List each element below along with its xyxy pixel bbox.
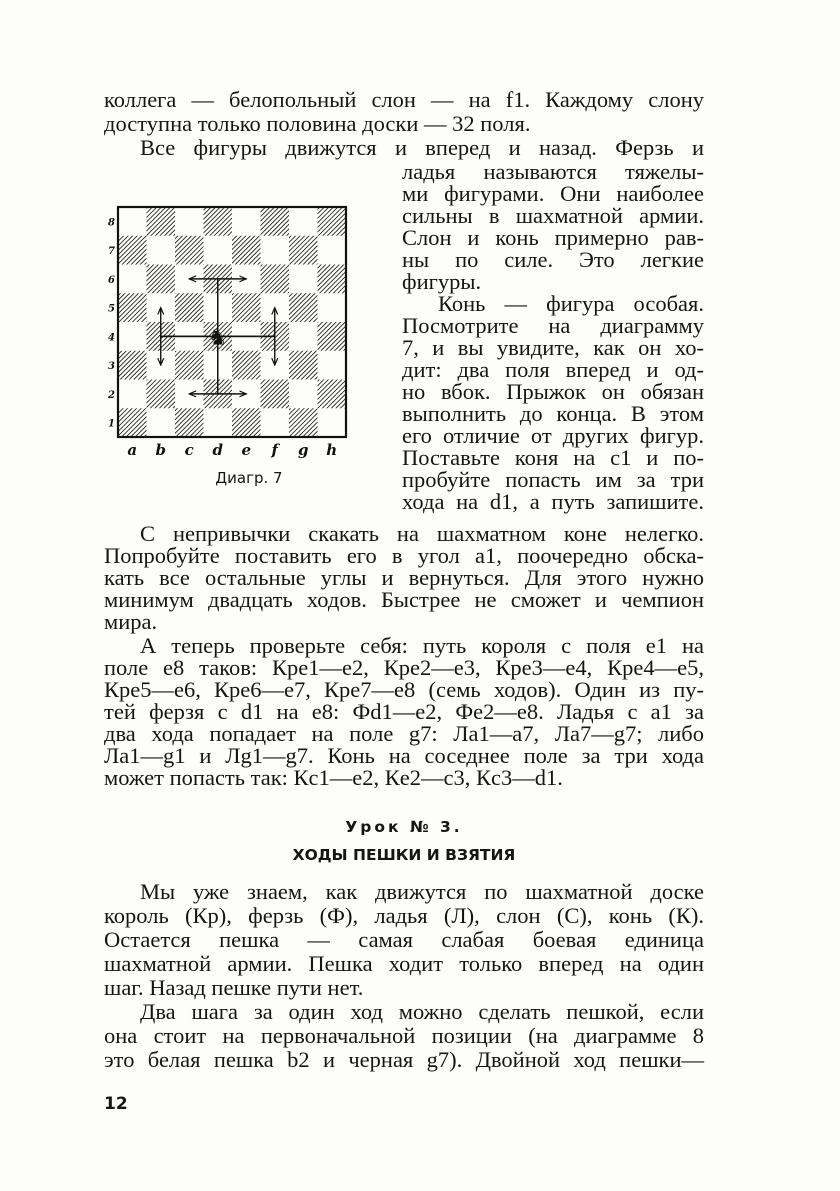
text-line: сильны в шахматной армии.: [402, 203, 704, 228]
dark-square-b8: [147, 207, 176, 236]
text-line: Лa1—g1 и Лg1—g7. Конь на соседнее поле за три хода: [104, 743, 704, 768]
text-line: С непривычки скакать на шахматном коне нелегко.: [140, 521, 704, 546]
file-label: e: [241, 441, 252, 459]
page-number: 12: [104, 1094, 128, 1114]
dark-square-f2: [261, 380, 290, 409]
text-line: ладья называются тяжелы-: [402, 159, 704, 184]
dark-square-c7: [175, 236, 204, 265]
text-line: Конь — фигура особая.: [438, 291, 704, 316]
dark-square-b2: [147, 380, 176, 409]
rank-label: 6: [108, 274, 115, 286]
text-line: Попробуйте поставить его в угол a1, поочередно обска-: [104, 543, 704, 568]
text-line: Посмотрите на диаграмму: [402, 313, 704, 338]
rank-label: 3: [108, 361, 115, 373]
text-line: Слон и конь примерно рав-: [402, 225, 704, 250]
dark-square-c5: [175, 293, 204, 322]
file-label: h: [326, 441, 338, 459]
knight-piece: ♞: [207, 325, 228, 351]
text-line: мира.: [104, 609, 158, 634]
text-line: минимум двадцать ходов. Быстрее не сможет и чемпион: [104, 587, 704, 612]
text-line: хода на d1, а путь запишите.: [402, 489, 704, 514]
text-line: Кpe5—e6, Кpe6—e7, Кpe7—e8 (семь ходов). Один из пу-: [104, 677, 704, 702]
dark-square-a3: [118, 351, 147, 380]
text-line: кать все остальные углы и вернуться. Для этого нужно: [104, 565, 704, 590]
dark-square-c1: [175, 408, 204, 437]
dark-square-c3: [175, 351, 204, 380]
text-line: король (Кр), ферзь (Ф), ладья (Л), слон (С), конь (К).: [104, 903, 704, 928]
file-label: f: [271, 441, 278, 459]
text-line: Поставьте коня на c1 и по-: [402, 445, 704, 470]
dark-square-e5: [232, 293, 261, 322]
text-line: может попасть так: Кc1—e2, Кe2—c3, Кc3—d1.: [104, 765, 563, 790]
text-line: коллега — белопольный слон — на f1. Каждому слону: [104, 87, 704, 112]
text-line: тей ферзя с d1 на e8: Фd1—e2, Фe2—e8. Ладья с a1 за: [104, 699, 704, 724]
dark-square-f8: [261, 207, 290, 236]
dark-square-h8: [318, 207, 347, 236]
rank-label: 2: [108, 389, 115, 401]
chess-diagram: [100, 200, 360, 462]
text-line: это белая пешка b2 и черная g7). Двойной ход пешки—: [104, 1047, 704, 1072]
dark-square-e1: [232, 408, 261, 437]
text-line: доступна только половина доски — 32 поля.: [104, 111, 531, 136]
text-line: ны по силе. Это легкие: [402, 247, 704, 272]
text-line: Мы уже знаем, как движутся по шахматной доске: [140, 879, 704, 904]
rank-label: 7: [108, 246, 115, 258]
dark-square-a5: [118, 293, 147, 322]
board-squares: [118, 207, 346, 437]
text-line: но вбок. Прыжок он обязан: [402, 379, 704, 404]
lesson-title: Урок № 3.: [345, 818, 463, 836]
dark-square-f6: [261, 265, 290, 294]
text-line: шаг. Назад пешке пути нет.: [104, 975, 364, 1000]
dark-square-d8: [204, 207, 233, 236]
dark-square-g1: [289, 408, 318, 437]
text-line: она стоит на первоначальной позиции (на диаграмме 8: [104, 1023, 704, 1048]
rank-labels: [107, 217, 115, 429]
text-line: поле e8 таков: Кpe1—e2, Кpe2—e3, Кpe3—e4, Кpe4—e5,: [104, 655, 704, 680]
rank-label: 5: [108, 303, 115, 315]
file-label: b: [155, 441, 166, 459]
dark-square-h4: [318, 322, 347, 351]
text-line: 7, и вы увидите, как он хо-: [402, 335, 704, 360]
text-line: два хода попадает на поле g7: Лa1—a7, Лa7—g7; либо: [104, 721, 704, 746]
text-line: шахматной армии. Пешка ходит только вперед на один: [104, 951, 704, 976]
text-line: ми фигурами. Они наиболее: [402, 181, 704, 206]
rank-label: 1: [108, 418, 115, 430]
text-line: Остается пешка — самая слабая боевая единица: [104, 927, 704, 952]
rank-label: 8: [108, 217, 115, 229]
text-line: Все фигуры движутся и вперед и назад. Ферзь и: [140, 135, 704, 160]
text-line: выполнить до конца. В этом: [402, 401, 704, 426]
file-label: c: [184, 441, 194, 459]
dark-square-e3: [232, 351, 261, 380]
diagram-caption: Диагр. 7: [215, 469, 283, 487]
text-line: его отличие от других фигур.: [402, 423, 704, 448]
file-label: d: [212, 441, 223, 459]
dark-square-h2: [318, 380, 347, 409]
lesson-subtitle: ХОДЫ ПЕШКИ И ВЗЯТИЯ: [292, 846, 516, 864]
rank-label: 4: [108, 332, 115, 344]
text-line: фигуры.: [402, 269, 482, 294]
dark-square-g3: [289, 351, 318, 380]
file-labels: [127, 441, 337, 459]
dark-square-b6: [147, 265, 176, 294]
dark-square-a7: [118, 236, 147, 265]
dark-square-h6: [318, 265, 347, 294]
dark-square-g7: [289, 236, 318, 265]
text-line: Два шага за один ход можно сделать пешкой, если: [140, 999, 704, 1024]
dark-square-a1: [118, 408, 147, 437]
file-label: a: [127, 441, 138, 459]
text-line: А теперь проверьте себя: путь короля с поля e1 на: [140, 633, 704, 658]
file-label: g: [298, 441, 309, 459]
text-line: дит: два поля вперед и од-: [402, 357, 704, 382]
text-line: пробуйте попасть им за три: [402, 467, 704, 492]
dark-square-g5: [289, 293, 318, 322]
dark-square-e7: [232, 236, 261, 265]
